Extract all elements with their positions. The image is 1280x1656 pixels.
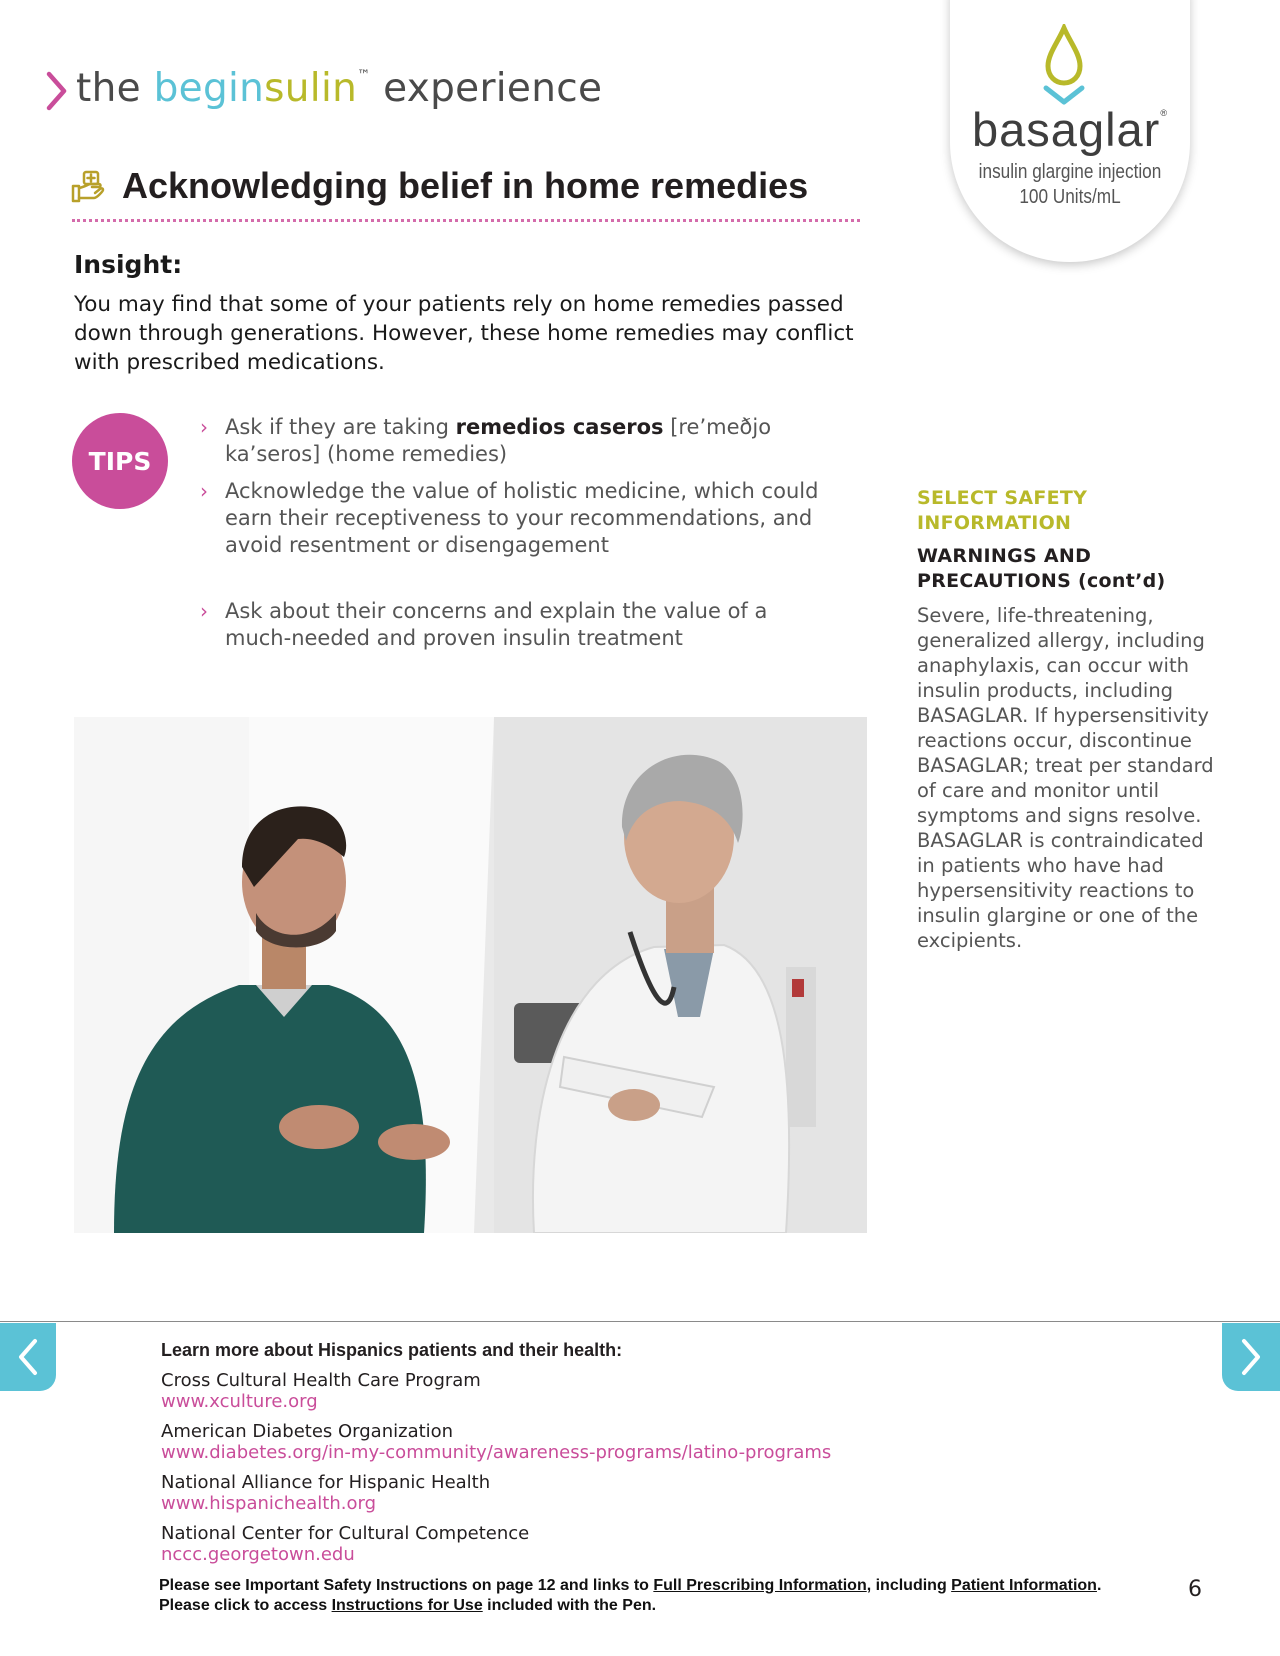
tip-text: Ask about their concerns and explain the value of a much-needed and proven insulin treatment — [225, 599, 768, 650]
program-title-sulin: sulin — [264, 66, 358, 111]
chevron-right-icon: › — [200, 599, 208, 623]
resource-item — [161, 1370, 1061, 1412]
legal-line-2 — [159, 1596, 1159, 1616]
warnings-body: Severe, life-threatening, generalized allergy, including anaphylaxis, can occur with insulin products, including BASAGLAR. If hypersensitivity reactions occur, discontinue BASAGLAR; treat per standard of care and monitor until symptoms and signs resolve. BASAGLAR is contraindicated in patients who have had hypersensitivity reactions to insulin glargine or one of the excipients. — [917, 604, 1214, 952]
legal-text: . — [1096, 1577, 1102, 1594]
resource-link[interactable]: www.xculture.org — [161, 1391, 318, 1412]
program-title-begin: begin — [153, 66, 265, 111]
legal-text: included with the Pen. — [482, 1597, 657, 1614]
tip-item — [200, 478, 840, 590]
tips-badge: TIPS — [72, 413, 168, 509]
brand-name: basaglar — [972, 103, 1161, 156]
tip-text-bold: remedios caseros — [455, 415, 664, 439]
legal-text: Please click to access — [159, 1597, 332, 1614]
tip-item — [200, 598, 840, 654]
resource-item — [161, 1523, 1061, 1565]
patient-info-link[interactable]: Patient Information — [951, 1577, 1097, 1594]
brand-subtitle — [967, 160, 1173, 210]
full-prescribing-info-link[interactable]: Full Prescribing Information — [653, 1577, 867, 1594]
insight-label: Insight: — [74, 250, 183, 279]
program-title — [76, 66, 602, 113]
instructions-for-use-link[interactable]: Instructions for Use — [331, 1597, 483, 1614]
legal-line-1 — [159, 1576, 1159, 1596]
resource-link[interactable]: nccc.georgetown.edu — [161, 1544, 355, 1565]
resource-link[interactable]: www.hispanichealth.org — [161, 1493, 377, 1514]
legal-text: Please see Important Safety Instructions on page 12 and links to — [159, 1577, 654, 1594]
chevron-right-icon — [44, 70, 70, 112]
chevron-right-icon: › — [200, 479, 208, 503]
trademark-mark: ™ — [357, 68, 371, 83]
safety-heading: SELECT SAFETY INFORMATION — [917, 487, 1088, 534]
chevron-right-icon — [1237, 1337, 1265, 1377]
resource-org: American Diabetes Organization — [161, 1421, 454, 1442]
warnings-heading: WARNINGS AND PRECAUTIONS (cont’d) — [917, 545, 1166, 592]
program-title-prefix: the — [76, 66, 154, 111]
legal-text: , including — [866, 1577, 952, 1594]
dotted-divider — [72, 219, 860, 222]
program-title-suffix: experience — [370, 66, 603, 111]
learn-more-heading: Learn more about Hispanics patients and their health: — [161, 1340, 623, 1360]
chevron-left-icon — [14, 1337, 42, 1377]
next-page-button[interactable] — [1222, 1323, 1280, 1391]
tip-text-post: [re’meðjo ka’seros] (home remedies) — [225, 415, 772, 466]
tip-text-pre: Ask if they are taking — [225, 415, 456, 439]
resource-org: National Center for Cultural Competence — [161, 1523, 530, 1544]
resource-link[interactable]: www.diabetes.org/in-my-community/awareness-programs/latino-programs — [161, 1442, 832, 1463]
brand-subtitle-line1: insulin glargine injection — [978, 161, 1162, 183]
resource-item — [161, 1421, 1061, 1463]
tip-text: Acknowledge the value of holistic medicine, which could earn their receptiveness to your recommendations, and avoid resentment or disengagement — [225, 479, 819, 557]
brand-logo — [950, 104, 1190, 156]
resource-org: Cross Cultural Health Care Program — [161, 1370, 481, 1391]
registered-mark: ® — [1160, 108, 1168, 118]
footer-divider — [0, 1321, 1280, 1322]
previous-page-button[interactable] — [0, 1323, 56, 1391]
insight-body: You may find that some of your patients rely on home remedies passed down through generations. However, these home remedies may conflict with prescribed medications. — [74, 292, 854, 375]
brand-subtitle-line2: 100 Units/mL — [1019, 186, 1121, 208]
legal-notice — [159, 1576, 1159, 1616]
resource-item — [161, 1472, 1061, 1514]
resource-org: National Alliance for Hispanic Health — [161, 1472, 491, 1493]
patient-doctor-photo — [74, 717, 867, 1233]
insulin-drop-icon — [1036, 24, 1092, 108]
tip-item — [200, 414, 840, 470]
section-title: Acknowledging belief in home remedies — [122, 165, 809, 206]
tip-text — [225, 414, 835, 468]
hand-heart-icon — [70, 170, 106, 204]
page-number: 6 — [1188, 1577, 1202, 1602]
chevron-right-icon: › — [200, 415, 208, 439]
